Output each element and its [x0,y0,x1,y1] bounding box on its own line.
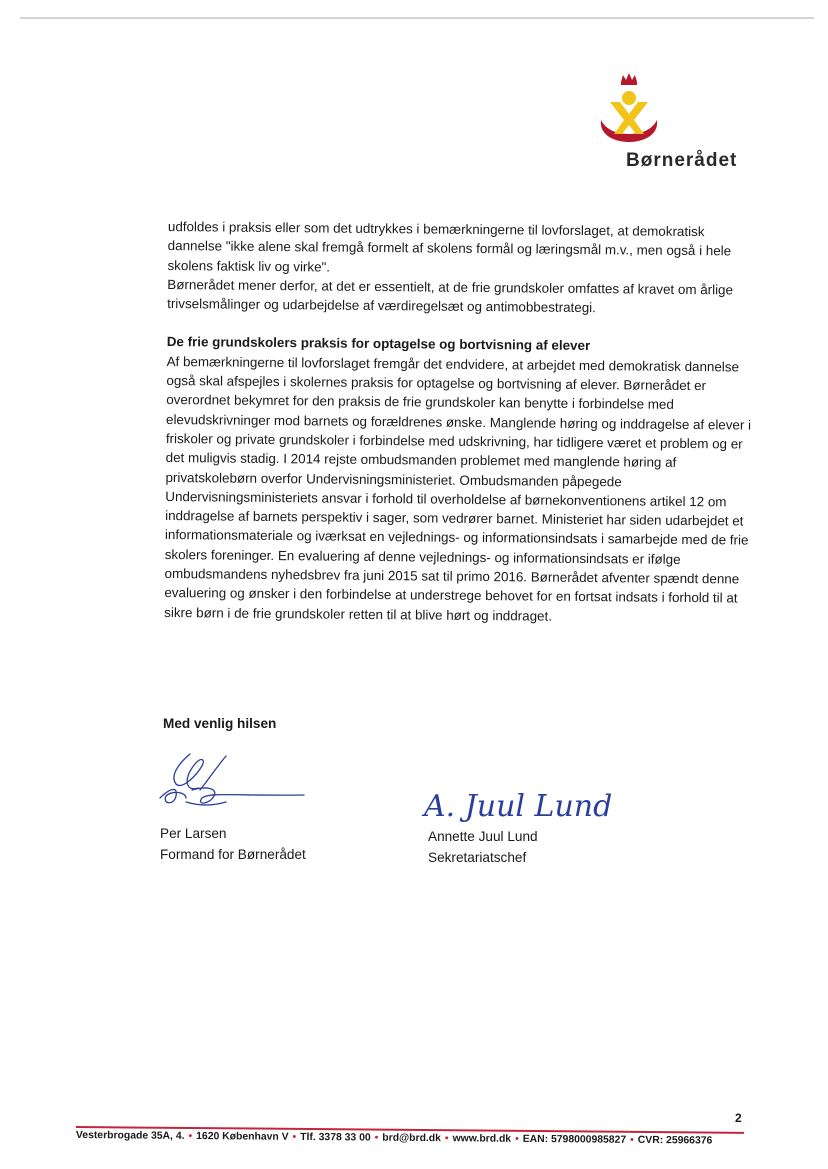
section-heading: De frie grundskolers praksis for optagelse og bortvisning af elever [166,334,591,354]
body-paragraph: Af bemærkningerne til lovforslaget fremgår det endvidere, at arbejdet med demokratisk dannelse også skal afspejles i skolernes praksis for optagelse og bortvisning af elever. Børnerådet er overordnet bekymret for den praksis de frie grundskoler kan benytte i forbindelse med elevudskrivninger mod barnets og forældrenes ønske. Manglende høring og inddragelse af elever i friskoler og private grundskoler i forbindelse med udskrivning, har tidligere været et problem og er det muligvis stadig. I 2014 rejste ombudsmanden problemet med manglende høring af privatskolebørn overfor Undervisningsministeriet. Ombudsmanden påpegede Undervisningsministeriets ansvar i forhold til overholdelse af børnekonventionens artikel 12 om inddragelse af barnets perspektiv i sager, som vedrører barnet. Ministeriet har siden udarbejdet et informationsmateriale og iværksat en vejlednings- og informationsindsats i samarbejde med de frie skolers foreninger. En evaluering af denne vejlednings- og informationsindsats er ifølge ombudsmandens nyhedsbrev fra juni 2015 sat til primo 2016. Børnerådet afventer spændt denne evaluering og ønsker i den forbindelse at understrege behovet for en fortsat indsats i forhold til at sikre børn i de frie grundskoler retten til at blive hørt og inddraget. [164,353,752,624]
signer-title: Sekretariatschef [428,850,527,865]
body-paragraph: Børnerådet mener derfor, at det er essentielt, at de frie grundskoler omfattes af kravet om årlige trivselsmålinger og udarbejdelse af værdiregelsæt og antimobbestrategi. [167,276,734,316]
letter-body [164,217,758,628]
top-scan-rule [20,17,814,19]
footer-separator: • [630,1134,634,1146]
footer-separator: • [515,1133,519,1145]
borneradet-logo-icon [596,72,662,148]
signature-per-larsen [156,746,316,816]
page-number: 2 [735,1111,742,1125]
footer-separator: • [444,1133,449,1145]
footer-separator: • [188,1130,193,1143]
signer-name: Per Larsen [160,826,227,841]
footer-separator: • [374,1132,379,1144]
footer-separator: • [292,1131,297,1143]
signature-annette-juul-lund [420,780,620,828]
signer-title: Formand for Børnerådet [160,847,306,862]
crown-icon [621,73,637,85]
closing-greeting: Med venlig hilsen [163,716,277,731]
brand-name: Børnerådet [626,150,738,171]
footer-email: brd@brd.dk [382,1132,442,1145]
signer-annette-juul-lund [428,826,538,868]
body-paragraph: udfoldes i praksis eller som det udtrykkes i bemærkningerne til lovforslaget, at demokratisk dannelse "ikke alene skal fremgå formelt af skolens formål og læringsmål m.v., men også i hele skolens faktisk liv og virke". [167,218,732,275]
svg-text:A. Juul Lund: A. Juul Lund [424,789,613,824]
footer-cvr: CVR: 25966376 [637,1134,713,1147]
footer-city: 1620 København V [196,1131,289,1143]
signer-name: Annette Juul Lund [428,829,538,844]
footer-website: www.brd.dk [452,1133,512,1145]
signer-per-larsen [160,823,306,865]
footer-address: Vesterbrogade 35A, 4. [75,1130,185,1142]
footer-ean: EAN: 5798000985827 [522,1133,627,1146]
footer-phone: Tlf. 3378 33 00 [300,1131,371,1144]
